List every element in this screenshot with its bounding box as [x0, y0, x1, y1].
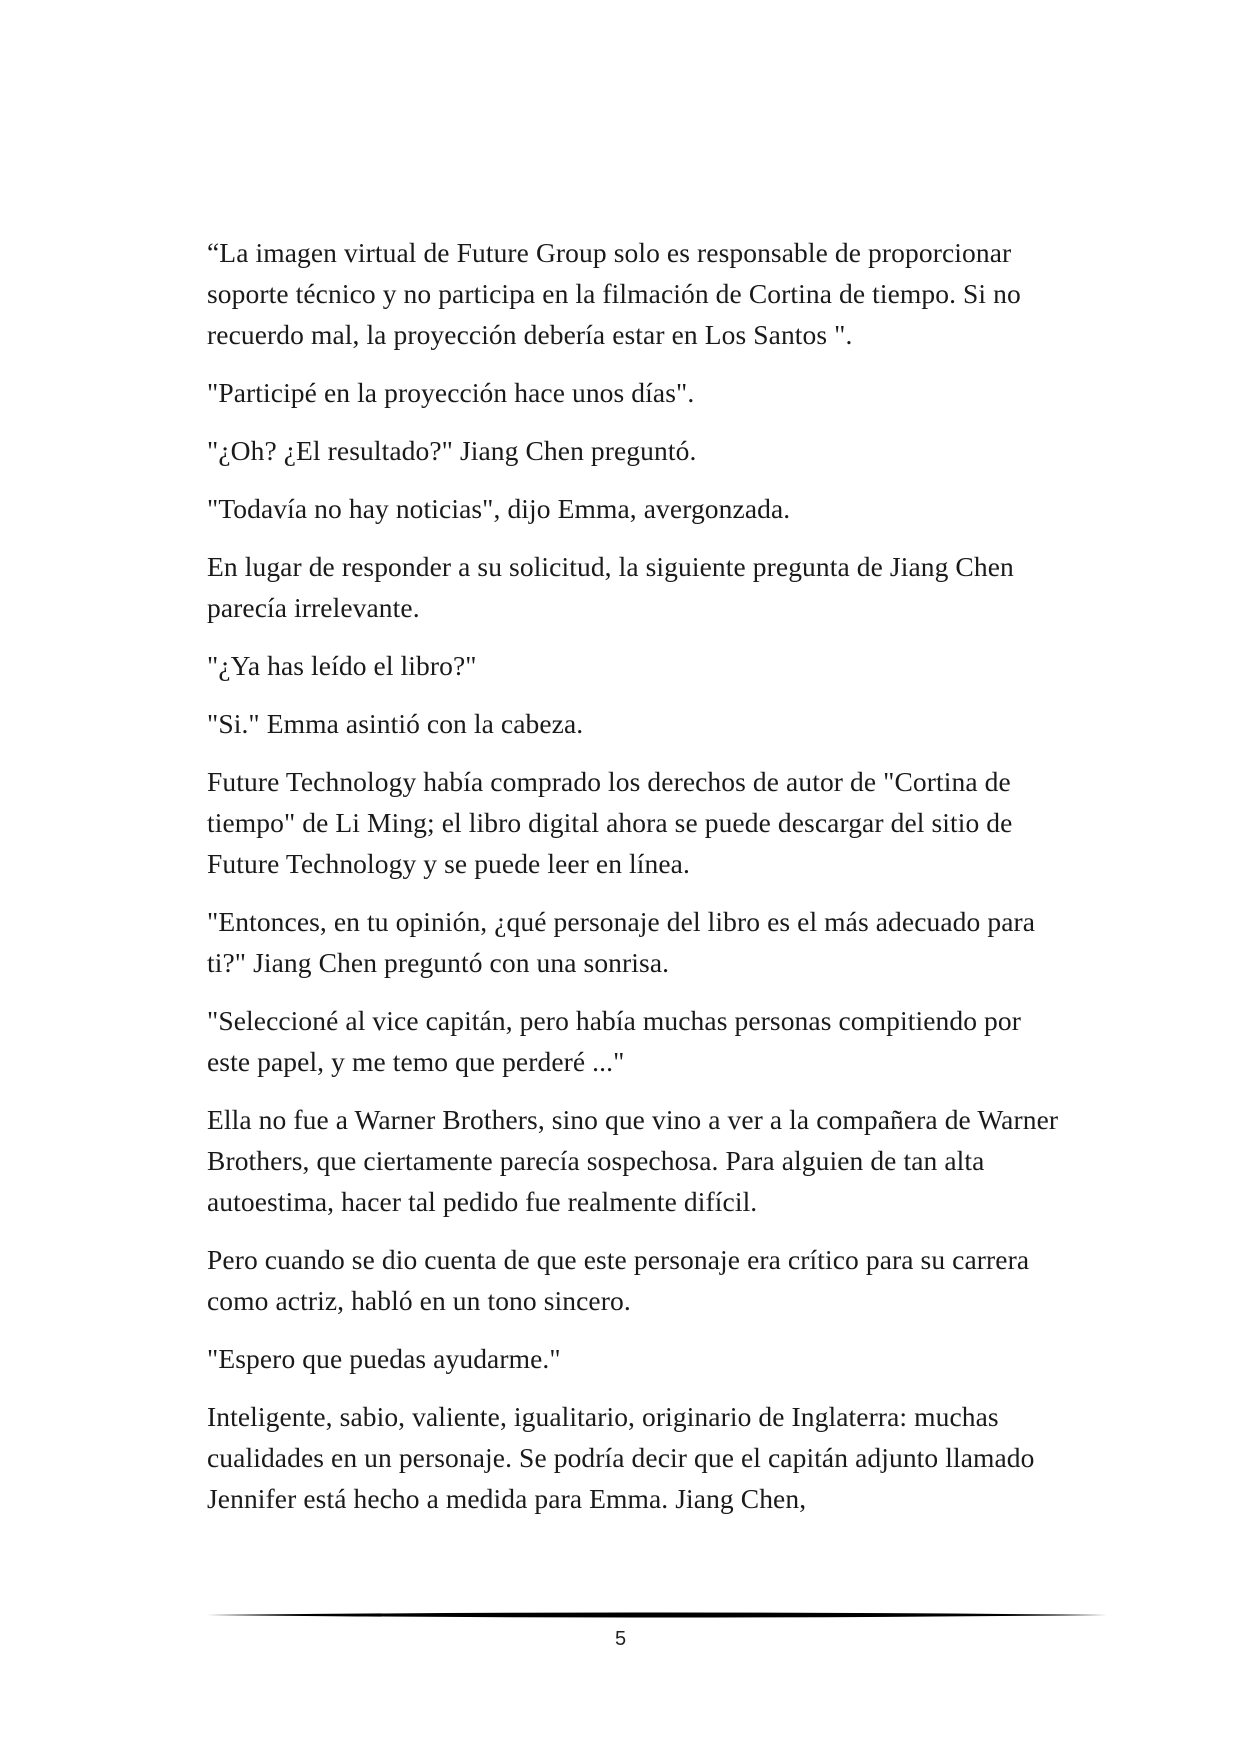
paragraph: "Espero que puedas ayudarme." [207, 1343, 561, 1374]
paragraph: "Si." Emma asintió con la cabeza. [207, 708, 584, 739]
page-number: 5 [614, 1628, 627, 1650]
text-body [207, 232, 1067, 1536]
paragraph: "Participé en la proyección hace unos días". [207, 377, 695, 408]
paragraph: Future Technology había comprado los derechos de autor de "Cortina de tiempo" de Li Ming; el libro digital ahora se puede descargar del sitio de Future Technology y se puede leer en línea. [207, 766, 1013, 879]
paragraph: "Entonces, en tu opinión, ¿qué personaje del libro es el más adecuado para ti?" Jiang Chen preguntó con una sonrisa. [207, 906, 1036, 978]
paragraph: "¿Ya has leído el libro?" [207, 650, 477, 681]
footer-divider [207, 1609, 1107, 1621]
paragraph: Pero cuando se dio cuenta de que este personaje era crítico para su carrera como actriz, habló en un tono sincero. [207, 1244, 1030, 1316]
paragraph: "Todavía no hay noticias", dijo Emma, avergonzada. [207, 493, 791, 524]
paragraph: "Seleccioné al vice capitán, pero había muchas personas compitiendo por este papel, y me temo que perderé ..." [207, 1005, 1021, 1077]
paragraph: "¿Oh? ¿El resultado?" Jiang Chen preguntó. [207, 435, 697, 466]
paragraph: En lugar de responder a su solicitud, la siguiente pregunta de Jiang Chen parecía irrelevante. [207, 551, 1014, 623]
paragraph: Ella no fue a Warner Brothers, sino que vino a ver a la compañera de Warner Brothers, que ciertamente parecía sospechosa. Para alguien de tan alta autoestima, hacer tal pedido fue realmente difícil. [207, 1104, 1059, 1217]
paragraph: “La imagen virtual de Future Group solo es responsable de proporcionar soporte técnico y no participa en la filmación de Cortina de tiempo. Si no recuerdo mal, la proyección debería estar en Los Santos ". [207, 237, 1021, 350]
paragraph: Inteligente, sabio, valiente, igualitario, originario de Inglaterra: muchas cualidades en un personaje. Se podría decir que el capitán adjunto llamado Jennifer está hecho a medida para Emma. Jiang Chen, [207, 1401, 1035, 1514]
